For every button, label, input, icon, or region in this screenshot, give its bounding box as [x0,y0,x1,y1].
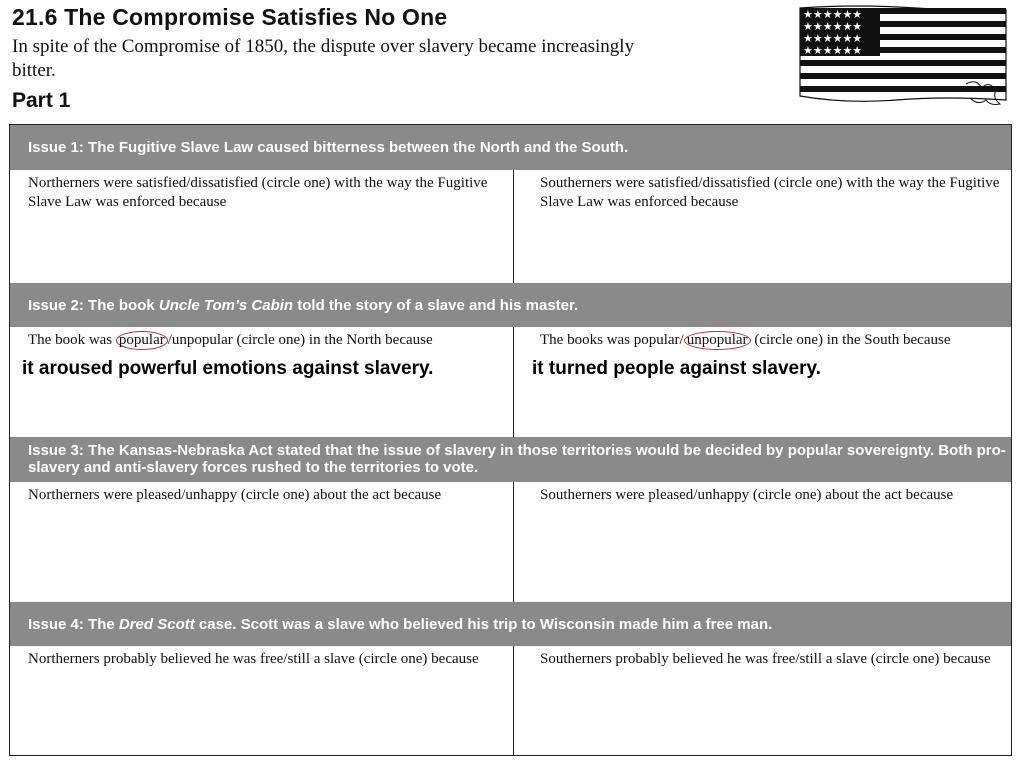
issue-4-case-name: Dred Scott [118,615,195,633]
issue-1-north-cell[interactable] [10,170,514,283]
issue-4-header [10,602,1011,646]
american-flag-illustration [796,4,1010,110]
issue-4-text-after: case. Scott was a slave who believed his trip to Wisconsin made him a free man. [194,615,773,633]
issue-3-text: The Kansas-Nebraska Act stated that the issue of slavery in those territories would be decided by popular sovereignty. Both pro-slavery and anti-slavery forces rushed to the territories to vote. [28,442,1006,476]
svg-text:★★★★★★: ★★★★★★ [803,8,863,21]
svg-text:★★★★★★: ★★★★★★ [803,32,863,45]
issue-2-south-answer: it turned people against slavery. [532,358,821,379]
issue-4-label: Issue 4: [28,615,84,633]
issue-2-north-prompt-pre: The book was [28,332,116,348]
issue-4-south-prompt: Southerners probably believed he was free/still a slave (circle one) because [540,651,991,667]
issue-4-north-cell[interactable] [10,646,514,755]
part-heading: Part 1 [12,89,71,112]
page-title: 21.6 The Compromise Satisfies No One [12,4,448,30]
issue-1-south-prompt: Southerners were satisfied/dissatisfied (circle one) with the way the Fugitive Slave Law was enforced because [540,175,1000,210]
issue-3-north-cell[interactable] [10,482,514,602]
issue-3-south-prompt: Southerners were pleased/unhappy (circle one) about the act because [540,487,954,503]
issue-4-south-cell[interactable] [513,646,1011,755]
issue-1-text: The Fugitive Slave Law caused bitterness between the North and the South. [88,139,629,156]
issue-2-label: Issue 2: [28,296,84,314]
svg-text:★★★★★★: ★★★★★★ [803,20,863,33]
worksheet-table [9,124,1012,756]
issue-2-south-prompt [540,331,1003,350]
issue-3-north-prompt: Northerners were pleased/unhappy (circle one) about the act because [28,487,442,503]
issue-2-south-prompt-post: (circle one) in the South because [750,332,951,348]
issue-2-text-before: The book [88,296,159,314]
issue-2-book-title: Uncle Tom’s Cabin [158,296,294,314]
page-subtitle: In spite of the Compromise of 1850, the dispute over slavery became increasingly bitter. [12,36,635,81]
issue-2-south-prompt-pre: The books was popular/ [540,332,684,348]
issue-3-south-cell[interactable] [513,482,1011,602]
issue-2-north-answer: it aroused powerful emotions against slavery. [22,358,434,379]
issue-2-south-cell[interactable] [513,327,1011,437]
circled-answer-popular: popular [116,331,168,350]
issue-2-header [10,283,1011,327]
issue-4-north-prompt: Northerners probably believed he was free/still a slave (circle one) because [28,651,479,667]
issue-1-header [10,125,1011,170]
issue-4-text-before: The [88,615,119,633]
issue-2-north-prompt-post: /unpopular (circle one) in the North because [167,332,433,348]
issue-1-north-prompt: Northerners were satisfied/dissatisfied (circle one) with the way the Fugitive Slave Law was enforced because [28,175,488,210]
issue-1-label: Issue 1: [28,139,84,156]
issue-2-north-cell[interactable] [10,327,514,437]
issue-3-label: Issue 3: [28,442,84,459]
svg-text:★★★★★★: ★★★★★★ [803,44,863,57]
issue-1-south-cell[interactable] [513,170,1011,283]
circled-answer-unpopular: unpopular [684,331,751,350]
issue-2-text-after: told the story of a slave and his master. [293,296,579,314]
issue-3-header [10,437,1011,482]
issue-2-north-prompt [28,331,506,350]
